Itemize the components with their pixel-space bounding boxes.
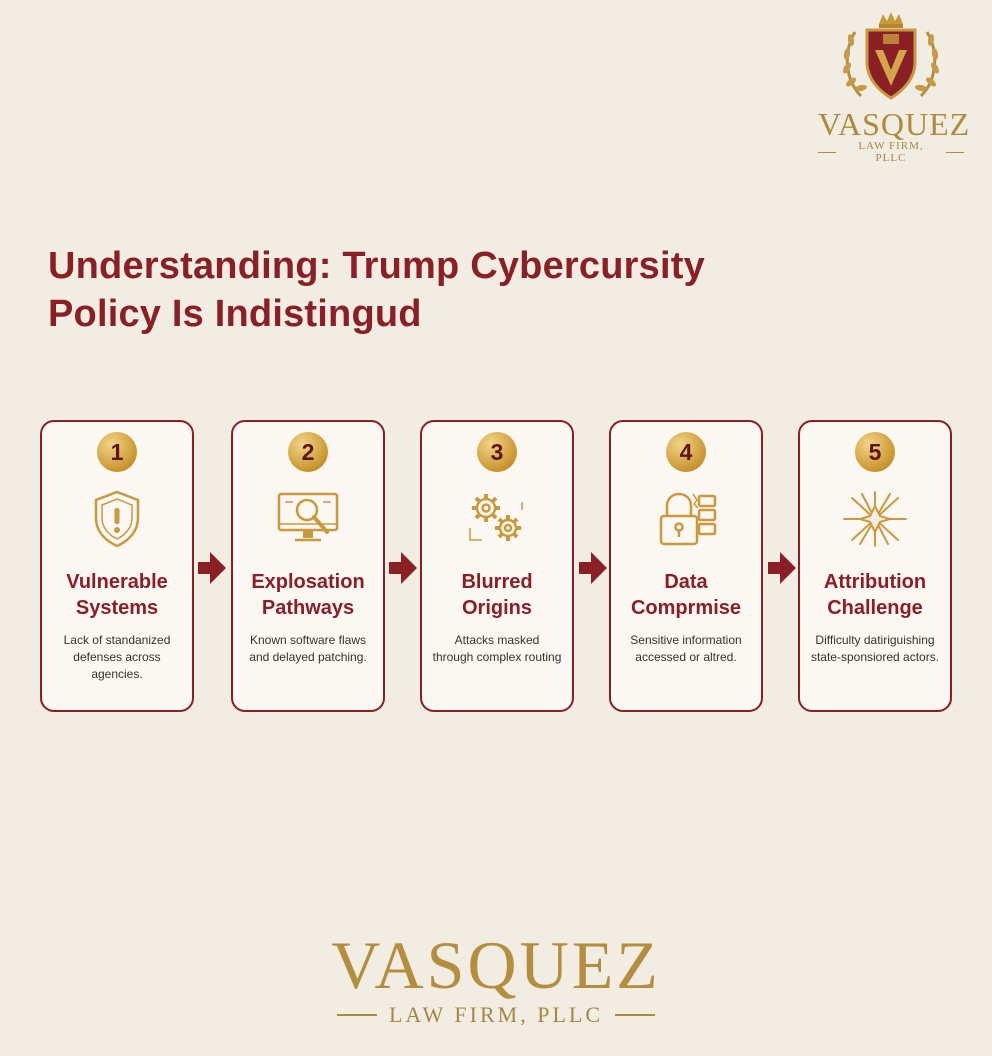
arrow-right-icon: [198, 550, 226, 586]
shield-alert-icon: [82, 488, 152, 550]
step-card-1: [40, 420, 194, 712]
step-card-3: [420, 420, 574, 712]
step-card-2: [231, 420, 385, 712]
footer-subtitle: LAW FIRM, PLLC: [300, 1002, 692, 1028]
arrow-right-icon: [579, 550, 607, 586]
step-description: Difficulty datiriguishing state-sponsiored actors.: [810, 633, 940, 664]
burst-icon: [840, 488, 910, 550]
logo-brand: VASQUEZ: [818, 106, 971, 142]
page-title: Understanding: Trump Cybercursity Policy Is Indistingud: [48, 245, 705, 335]
footer-brand: VASQUEZ: [331, 927, 661, 1003]
arrow-right-icon: [389, 550, 417, 586]
step-number-badge: 2: [288, 432, 328, 472]
step-title: Attribution Challenge: [823, 571, 927, 619]
step-number-badge: 5: [855, 432, 895, 472]
step-card-5: [798, 420, 952, 712]
crest-icon: [839, 10, 943, 106]
step-number-badge: 1: [97, 432, 137, 472]
step-title: Explosation Pathways: [251, 571, 365, 619]
step-number-badge: 4: [666, 432, 706, 472]
step-title: Data Comprmise: [630, 571, 742, 619]
step-title: Blurred Origins: [461, 571, 533, 619]
step-title: Vulnerable Systems: [66, 571, 168, 619]
step-description: Lack of standanized defenses across agencies.: [63, 633, 171, 681]
logo-subtitle: LAW FIRM, PLLC: [818, 140, 964, 164]
step-description: Sensitive information accessed or altred.: [630, 633, 742, 664]
arrow-right-icon: [768, 550, 796, 586]
footer-logo: [300, 927, 692, 1028]
header-logo: [818, 10, 971, 164]
gears-icon: [462, 488, 532, 550]
step-card-4: [609, 420, 763, 712]
step-number-badge: 3: [477, 432, 517, 472]
monitor-search-icon: [273, 488, 343, 550]
lock-data-icon: [651, 488, 721, 550]
step-description: Attacks masked through complex routing: [432, 633, 562, 664]
step-description: Known software flaws and delayed patching.: [249, 633, 367, 664]
